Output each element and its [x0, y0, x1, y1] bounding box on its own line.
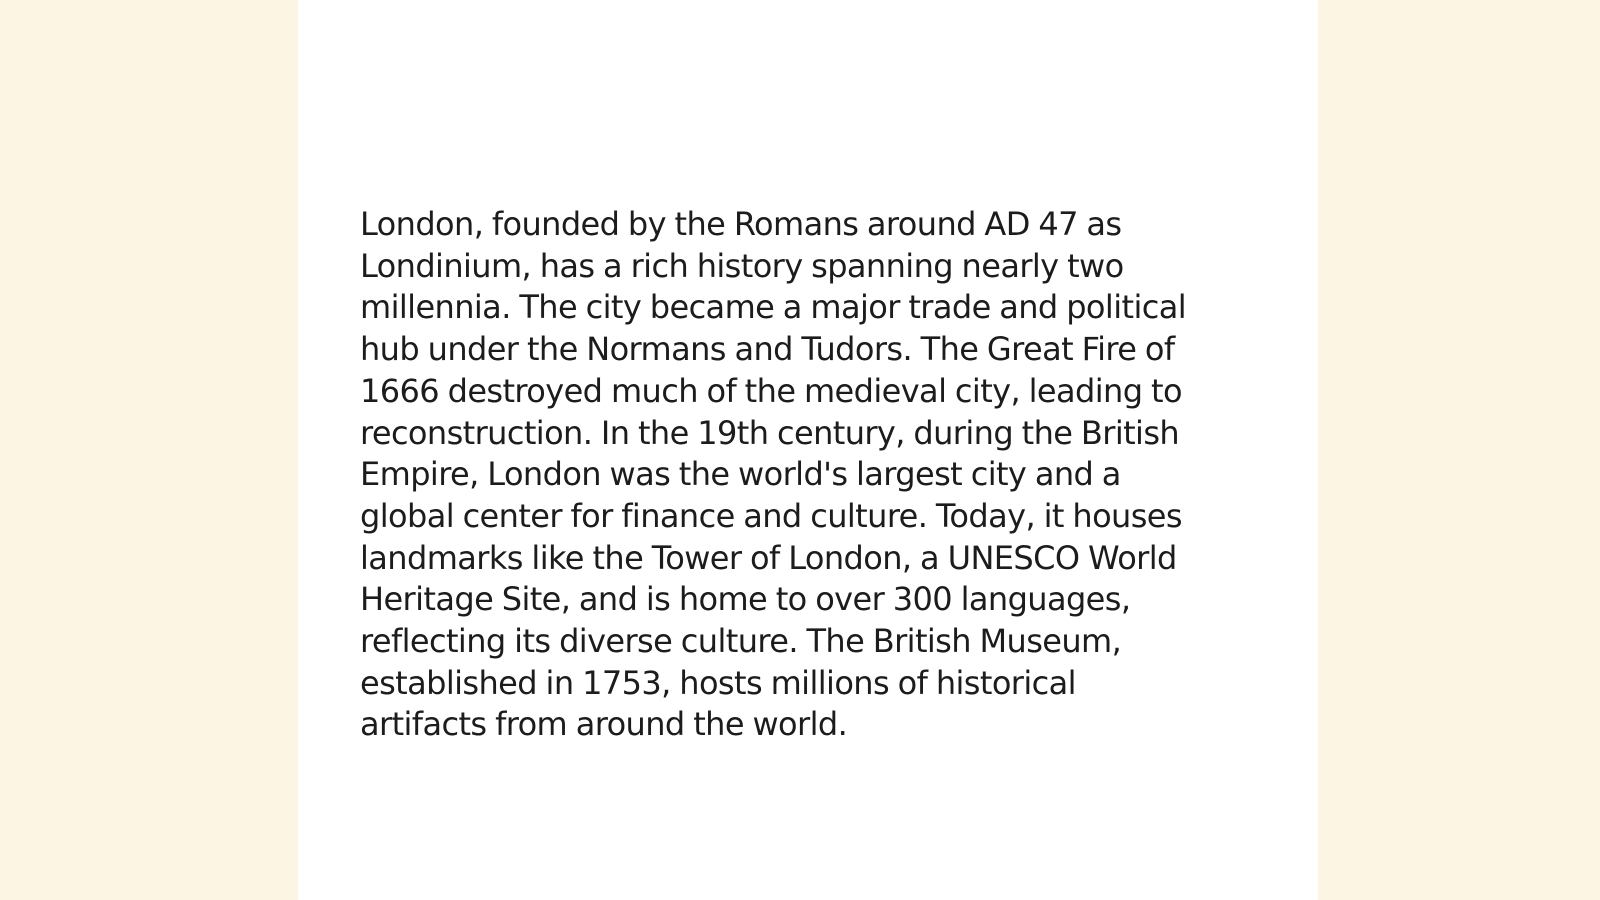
- text-line: Heritage Site, and is home to over 300 languages,: [360, 580, 1131, 619]
- text-line: artifacts from around the world.: [360, 705, 848, 744]
- text-line: London, founded by the Romans around AD 47 as: [360, 205, 1122, 243]
- text-line: hub under the Normans and Tudors. The Great Fire of: [360, 330, 1175, 369]
- document-page: [298, 0, 1318, 900]
- text-line: global center for finance and culture. Today, it houses: [360, 496, 1182, 535]
- text-line: Londinium, has a rich history spanning nearly two: [360, 246, 1124, 285]
- text-line: landmarks like the Tower of London, a UNESCO World: [360, 538, 1177, 577]
- text-line: millennia. The city became a major trade and political: [360, 288, 1187, 327]
- body-paragraph: [360, 204, 1260, 746]
- text-line: reconstruction. In the 19th century, during the British: [360, 413, 1180, 452]
- text-line: reflecting its diverse culture. The British Museum,: [360, 622, 1122, 661]
- text-line: 1666 destroyed much of the medieval city, leading to: [360, 371, 1182, 410]
- text-line: Empire, London was the world's largest city and a: [360, 455, 1121, 494]
- text-line: established in 1753, hosts millions of historical: [360, 663, 1076, 702]
